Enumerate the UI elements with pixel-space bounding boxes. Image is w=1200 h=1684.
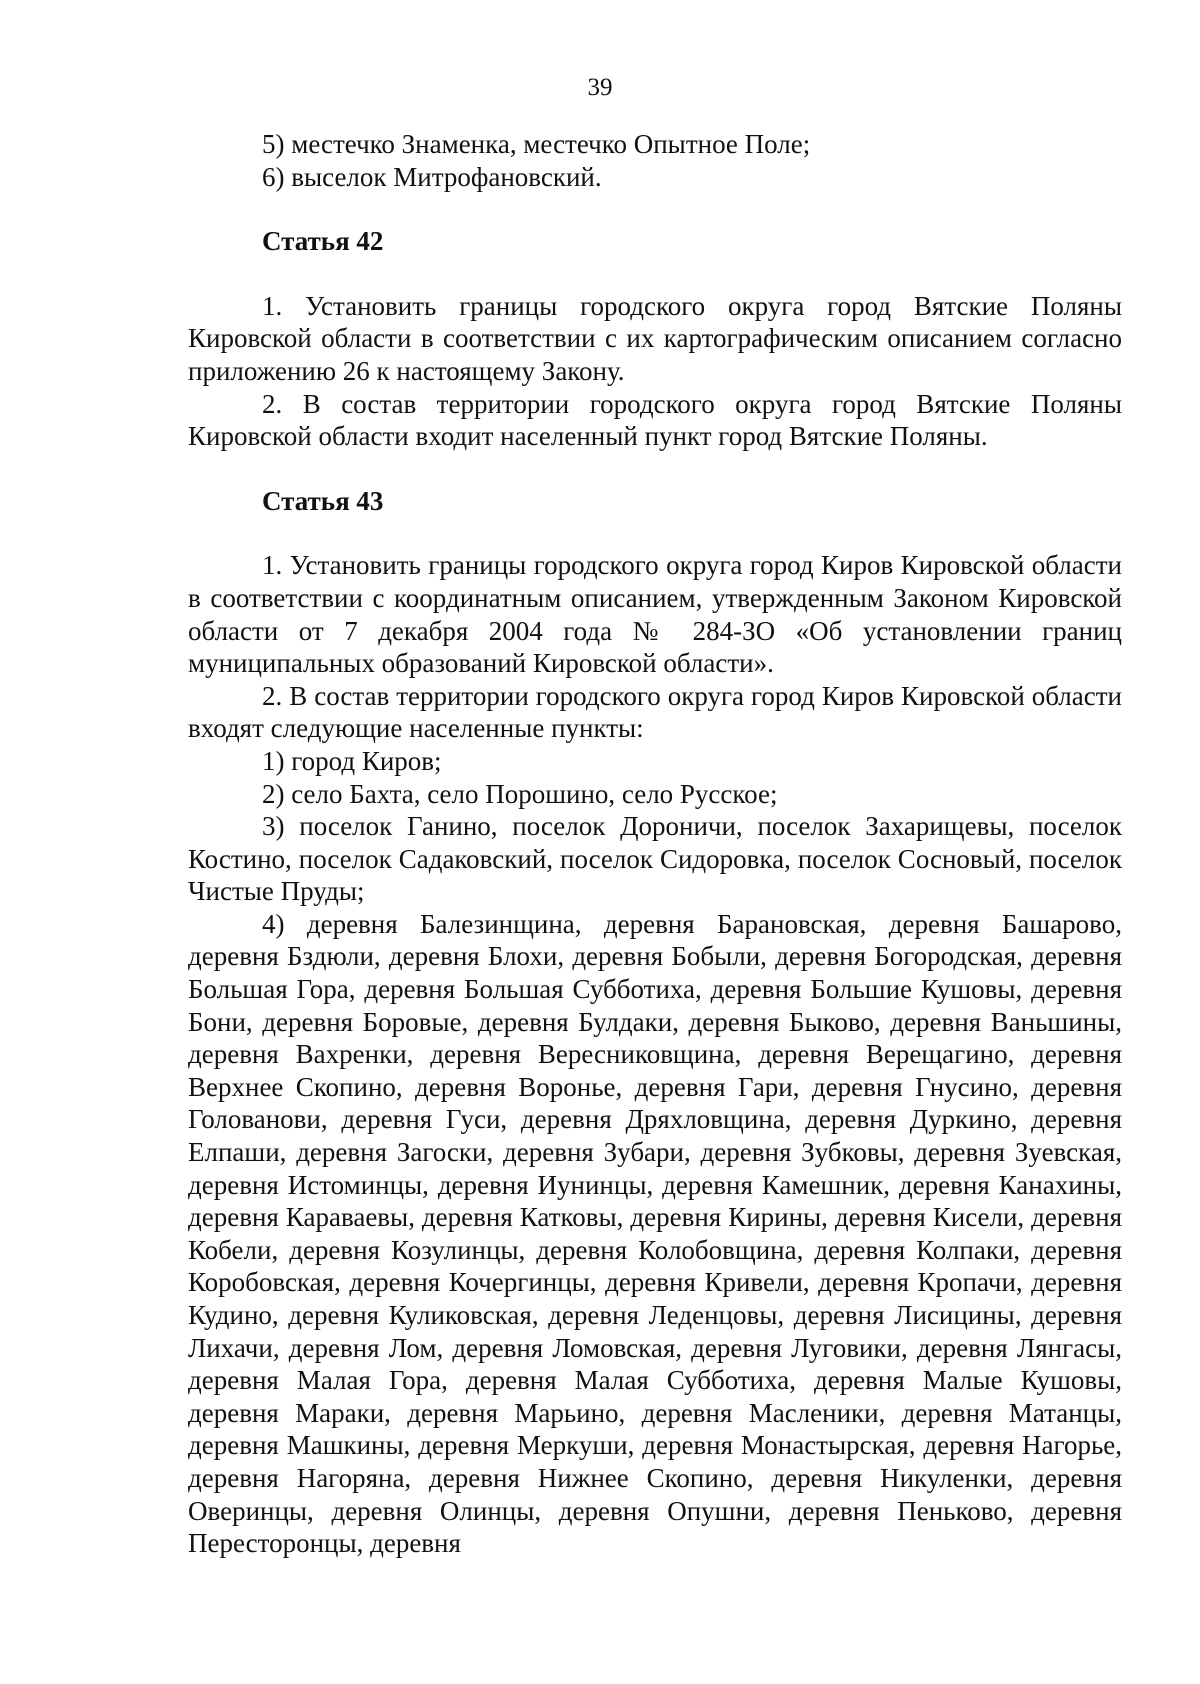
list-item: 4) деревня Балезинщина, деревня Барановская, деревня Башарово, деревня Бздюли, деревня Блохи, деревня Бобыли, деревня Богородская, деревня Большая Гора, деревня Большая Субботиха, деревня Большие Кушовы, деревня Бони, деревня Боровые, деревня Булдаки, деревня Быково, деревня Ваньшины, деревня Вахренки, деревня Вересниковщина, деревня Верещагино, деревня Верхнее Скопино, деревня Воронье, деревня Гари, деревня Гнусино, деревня Голованови, деревня Гуси, деревня Дряхловщина, деревня Дуркино, деревня Елпаши, деревня Загоски, деревня Зубари, деревня Зубковы, деревня Зуевская, деревня Истоминцы, деревня Иунинцы, деревня Камешник, деревня Канахины, деревня Караваевы, деревня Катковы, деревня Кирины, деревня Кисели, деревня Кобели, деревня Козулинцы, деревня Колобовщина, деревня Колпаки, деревня Коробовская, деревня Кочергинцы, деревня Кривели, деревня Кропачи, деревня Кудино, деревня Куликовская, деревня Леденцовы, деревня Лисицины, деревня Лихачи, деревня Лом, деревня Ломовская, деревня Луговики, деревня Лянгасы, деревня Малая Гора, деревня Малая Субботиха, деревня Малые Кушовы, деревня Мараки, деревня Марьино, деревня Масленики, деревня Матанцы, деревня Машкины, деревня Меркуши, деревня Монастырская, деревня Нагорье, деревня Нагоряна, деревня Нижнее Скопино, деревня Никуленки, деревня Оверинцы, деревня Олинцы, деревня Опушни, деревня Пеньково, деревня Пересторонцы, деревня xyxy=(188,908,1122,1559)
article-43-paragraph-2: 2. В состав территории городского округа город Киров Кировской области входят следующие населенные пункты: xyxy=(188,680,1122,744)
article-42-paragraph-1: 1. Установить границы городского округа город Вятские Поляны Кировской области в соответствии с их картографическим описанием согласно приложению 26 к настоящему Закону. xyxy=(188,290,1122,386)
list-item: 1) город Киров; xyxy=(262,745,442,776)
article-42-heading: Статья 42 xyxy=(262,226,384,257)
document-body xyxy=(188,128,1122,1560)
article-43-heading: Статья 43 xyxy=(262,485,384,516)
list-item: 5) местечко Знаменка, местечко Опытное Поле; xyxy=(262,129,811,159)
article-42-paragraph-2: 2. В состав территории городского округа город Вятские Поляны Кировской области входит населенный пункт город Вятские Поляны. xyxy=(188,388,1122,452)
list-item: 3) поселок Ганино, поселок Дороничи, поселок Захарищевы, поселок Костино, поселок Садаковский, поселок Сидоровка, поселок Сосновый, поселок Чистые Пруды; xyxy=(188,811,1122,907)
page-number: 39 xyxy=(587,74,613,101)
list-item: 2) село Бахта, село Порошино, село Русское; xyxy=(262,778,778,809)
list-item: 6) выселок Митрофановский. xyxy=(262,161,602,192)
article-43-paragraph-1: 1. Установить границы городского округа город Киров Кировской области в соответствии с координатным описанием, утвержденным Законом Кировской области от 7 декабря 2004 года № 284-ЗО «Об установлении границ муниципальных образований Кировской области». xyxy=(188,550,1122,679)
